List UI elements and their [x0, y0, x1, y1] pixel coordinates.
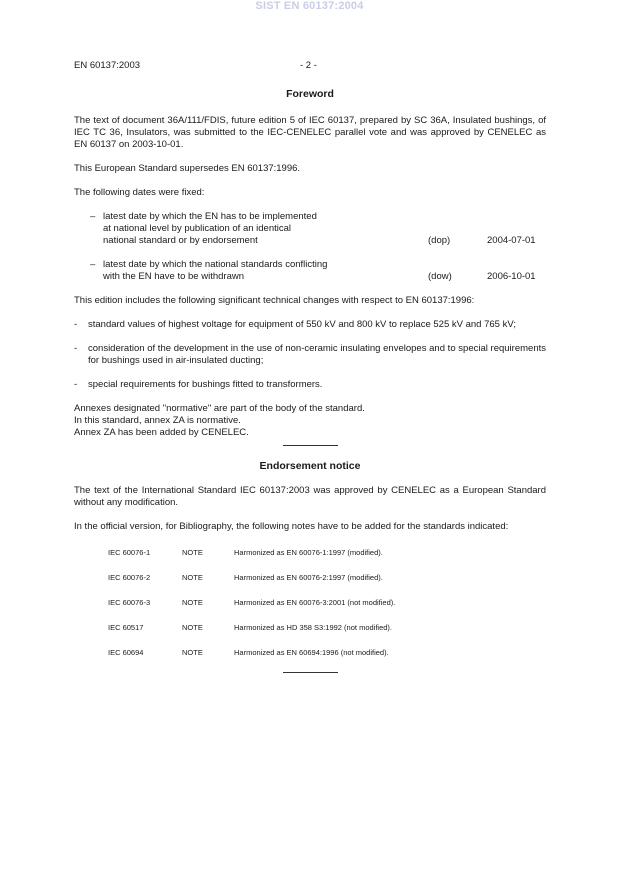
date-code: (dop)	[428, 235, 451, 246]
date-item-dop	[90, 211, 546, 247]
note-row	[108, 572, 546, 585]
page-content	[74, 88, 546, 673]
date-item-dash: –	[90, 211, 96, 222]
note-text: Harmonized as EN 60694:1996 (not modified).	[234, 648, 389, 657]
watermark: SIST EN 60137:2004	[255, 0, 364, 12]
note-standard: IEC 60694	[108, 648, 144, 657]
date-item-dow	[90, 259, 546, 283]
note-text: Harmonized as EN 60076-3:2001 (not modified).	[234, 598, 396, 607]
note-text: Harmonized as EN 60076-2:1997 (modified).	[234, 573, 383, 582]
note-standard: IEC 60076-2	[108, 573, 151, 582]
date-item-line-text: with the EN have to be withdrawn	[103, 271, 244, 282]
dates-list	[90, 211, 546, 283]
endorsement-heading: Endorsement notice	[259, 460, 361, 472]
document-id: EN 60137:2003	[74, 60, 141, 71]
foreword-paragraph-1: The text of document 36A/111/FDIS, future edition 5 of IEC 60137, prepared by SC 36A, Insulated bushings, of IEC TC 36, Insulators, was submitted to the IEC-CENELEC parallel vote and was approved by CENELEC as EN 60137 on 2003-10-01.	[74, 115, 546, 150]
note-standard: IEC 60517	[108, 623, 144, 632]
note-label: NOTE	[182, 623, 203, 632]
note-label: NOTE	[182, 573, 203, 582]
endorsement-paragraph-2: In the official version, for Bibliography, the following notes have to be added for the standards indicated:	[74, 521, 509, 532]
section-divider	[283, 672, 338, 673]
date-code: (dow)	[428, 271, 452, 282]
change-bullet: -	[74, 343, 78, 354]
foreword-paragraph-2: This European Standard supersedes EN 60137:1996.	[74, 163, 301, 174]
change-text: special requirements for bushings fitted to transformers.	[88, 379, 323, 390]
annex-line: Annexes designated "normative" are part of the body of the standard.	[74, 403, 365, 414]
date-item-line: latest date by which the EN has to be implemented	[103, 211, 317, 222]
date-value: 2004-07-01	[487, 235, 536, 246]
section-divider	[283, 445, 338, 446]
note-text: Harmonized as HD 358 S3:1992 (not modified).	[234, 623, 392, 632]
note-standard: IEC 60076-1	[108, 548, 151, 557]
note-text: Harmonized as EN 60076-1:1997 (modified).	[234, 548, 383, 557]
change-bullet: -	[74, 319, 78, 330]
note-row	[108, 647, 546, 660]
page-number: - 2 -	[300, 60, 317, 71]
date-item-line: latest date by which the national standards conflicting	[103, 259, 328, 270]
note-row	[108, 622, 546, 635]
note-row	[108, 597, 546, 610]
annex-line: In this standard, annex ZA is normative.	[74, 415, 241, 426]
change-item	[74, 379, 546, 391]
note-label: NOTE	[182, 598, 203, 607]
date-item-line: at national level by publication of an identical	[103, 223, 292, 234]
note-label: NOTE	[182, 548, 203, 557]
bibliography-notes	[108, 547, 546, 660]
date-item-line-text: national standard or by endorsement	[103, 235, 258, 246]
date-item-dash: –	[90, 259, 96, 270]
change-text: standard values of highest voltage for equipment of 550 kV and 800 kV to replace 525 kV and 765 kV;	[88, 319, 516, 330]
change-bullet: -	[74, 379, 78, 390]
change-item	[74, 343, 546, 367]
note-row	[108, 547, 546, 560]
endorsement-paragraph-1: The text of the International Standard IEC 60137:2003 was approved by CENELEC as a European Standard without any modification.	[74, 485, 546, 508]
note-standard: IEC 60076-3	[108, 598, 151, 607]
annex-line: Annex ZA has been added by CENELEC.	[74, 427, 249, 438]
date-value: 2006-10-01	[487, 271, 536, 282]
change-item	[74, 319, 546, 331]
note-label: NOTE	[182, 648, 203, 657]
changes-list	[74, 319, 546, 391]
foreword-paragraph-3: The following dates were fixed:	[74, 187, 205, 198]
annex-notes	[74, 403, 546, 439]
date-item-line-last	[103, 271, 546, 283]
page-header	[74, 60, 546, 74]
date-item-line-last	[103, 235, 546, 247]
foreword-paragraph-4: This edition includes the following significant technical changes with respect to EN 60137:1996:	[74, 295, 475, 306]
foreword-heading: Foreword	[286, 88, 334, 100]
change-text: consideration of the development in the use of non-ceramic insulating envelopes and to special requirements for bushings used in air-insulated ducting;	[88, 343, 546, 366]
